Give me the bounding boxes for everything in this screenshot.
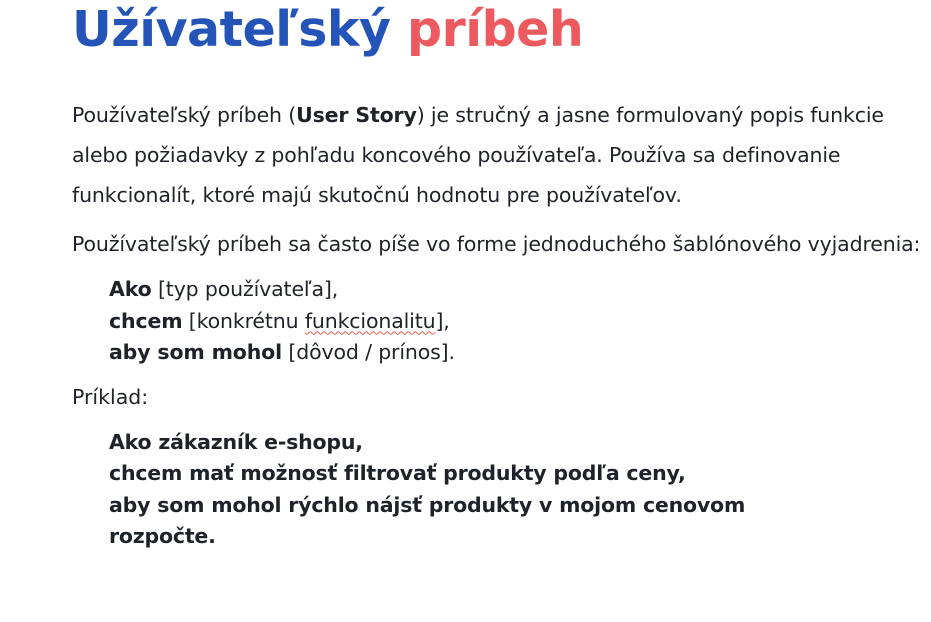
example-label: Príklad:: [72, 384, 149, 409]
template-placeholder-user: [typ používateľa],: [151, 277, 339, 301]
intro-text-before: Používateľský príbeh (: [72, 103, 297, 127]
page-title: [72, 0, 922, 59]
example-line-3: aby som mohol rýchlo nájsť produkty v mojom cenovom rozpočte.: [109, 492, 746, 548]
intro-paragraph: [72, 95, 922, 215]
template-line-2: [109, 306, 922, 338]
template-line-1: [109, 274, 922, 306]
title-part-blue: Užívateľský: [72, 1, 391, 58]
template-keyword-aby: aby som mohol: [109, 340, 282, 364]
template-line-3: [109, 337, 922, 369]
template-placeholder-post: ],: [435, 308, 450, 333]
example-line-1: Ako zákazník e-shopu,: [109, 429, 363, 454]
template-placeholder-pre: [konkrétnu: [182, 308, 305, 333]
document-page: [72, 0, 922, 553]
spellcheck-underlined-word: funkcionalitu: [304, 308, 436, 333]
intro-bold-term: User Story: [296, 103, 417, 127]
intro-text-after: ) je stručný a jasne formulovaný popis funkcie alebo požiadavky z pohľadu koncového používateľa. Používa sa definovanie funkcionalít, ktoré majú skutočnú hodnotu pre používateľov.: [72, 103, 884, 207]
template-placeholder-reason: [dôvod / prínos].: [282, 340, 455, 364]
template-keyword-ako: Ako: [109, 277, 152, 301]
template-lead-paragraph: Používateľský príbeh sa často píše vo forme jednoduchého šablónového vyjadrenia:: [72, 232, 921, 256]
template-block: [109, 274, 922, 369]
title-part-red: príbeh: [407, 1, 584, 58]
template-keyword-chcem: chcem: [109, 308, 183, 333]
example-line-2: chcem mať možnosť filtrovať produkty podľa ceny,: [109, 461, 686, 485]
example-block: [109, 427, 809, 553]
